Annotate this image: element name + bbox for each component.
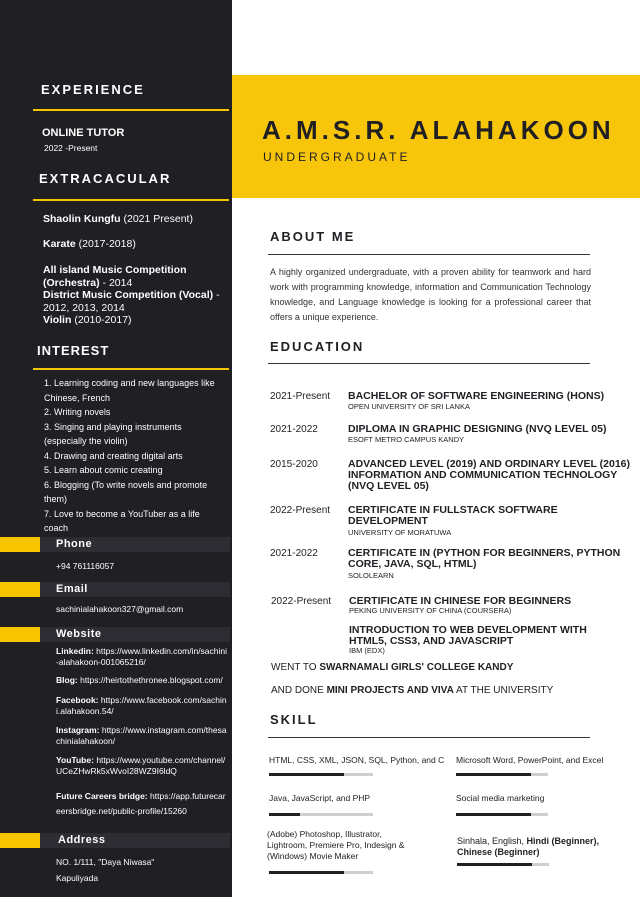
- about-title: ABOUT ME: [270, 229, 356, 244]
- divider: [268, 737, 590, 738]
- email-title: Email: [56, 583, 88, 595]
- edu-title: INTRODUCTION TO WEB DEVELOPMENT WITH HTML5, CSS3, AND JAVASCRIPT: [349, 624, 587, 647]
- edu-institution: ESOFT METRO CAMPUS KANDY: [348, 435, 465, 444]
- skill-bar-fill: [269, 773, 344, 776]
- interest-list: [44, 376, 226, 536]
- divider: [268, 254, 590, 255]
- link-facebook[interactable]: Facebook: https://www.facebook.com/sachini.alahakoon.54/: [56, 695, 227, 716]
- skill-name: Microsoft Word, PowerPoint, and Excel: [456, 755, 604, 765]
- skill-bar: [269, 813, 373, 816]
- interest-title: INTEREST: [37, 343, 110, 358]
- divider: [33, 199, 229, 201]
- skill-bar-fill: [457, 863, 532, 866]
- link-linkedin[interactable]: Linkedin: https://www.linkedin.com/in/sachini-alahakoon-001065216/: [56, 646, 228, 667]
- edu-date: 2021-Present: [270, 391, 331, 402]
- divider: [268, 363, 590, 364]
- header-banner: [232, 75, 640, 198]
- edu-institution: IBM (EDX): [349, 646, 385, 655]
- edu-title: ADVANCED LEVEL (2019) AND ORDINARY LEVEL (2016) INFORMATION AND COMMUNICATION TECHNOLOGY (NVQ LEVEL 05): [348, 458, 631, 492]
- interest-item: 1. Learning coding and new languages like Chinese, French: [44, 378, 215, 403]
- extra-item: All island Music Competition (Orchestra) - 2014: [43, 264, 187, 289]
- extra-item: Karate (2017-2018): [43, 238, 136, 250]
- edu-title: DIPLOMA IN GRAPHIC DESIGNING (NVQ LEVEL 05): [348, 423, 607, 435]
- address-line1: NO. 1/111, "Daya Niwasa": [56, 857, 155, 867]
- skill-bar: [456, 773, 548, 776]
- skill-name: HTML, CSS, XML, JSON, SQL, Python, and C: [269, 755, 445, 765]
- interest-item: 5. Learn about comic creating: [44, 465, 163, 475]
- full-name: A.M.S.R. ALAHAKOON: [262, 115, 615, 145]
- divider: [33, 109, 229, 111]
- edu-title: CERTIFICATE IN (PYTHON FOR BEGINNERS, PYTHON CORE, JAVA, SQL, HTML): [348, 547, 621, 570]
- accent-block: [0, 582, 40, 597]
- edu-institution: OPEN UNIVERSITY OF SRI LANKA: [348, 402, 470, 411]
- skill-bar-fill: [269, 871, 344, 874]
- phone-value: +94 761116057: [56, 561, 115, 571]
- edu-date: 2021-2022: [270, 424, 318, 435]
- job-period: 2022 -Present: [44, 143, 98, 153]
- interest-item: 7. Love to become a YouTuber as a life coach: [44, 508, 200, 533]
- projects-line: AND DONE MINI PROJECTS AND VIVA AT THE UNIVERSITY: [271, 685, 554, 696]
- edu-institution: SOLOLEARN: [348, 571, 394, 580]
- edu-date: 2015-2020: [270, 459, 318, 470]
- skill-title: SKILL: [270, 712, 318, 727]
- edu-institution: PEKING UNIVERSITY OF CHINA (COURSERA): [349, 606, 512, 615]
- skill-bar: [456, 813, 548, 816]
- skill-bar-fill: [456, 773, 531, 776]
- link-instagram[interactable]: Instagram: https://www.instagram.com/thesachinialahakoon/: [56, 725, 227, 746]
- phone-title: Phone: [56, 538, 93, 550]
- phone-header: [0, 537, 230, 552]
- email-header: [0, 582, 230, 597]
- skill-name: Java, JavaScript, and PHP: [269, 793, 371, 803]
- skill-bar: [457, 863, 549, 866]
- school-line: WENT TO SWARNAMALI GIRLS' COLLEGE KANDY: [271, 662, 514, 673]
- skill-bar-fill: [269, 813, 300, 816]
- interest-item: 2. Writing novels: [44, 407, 111, 417]
- address-header: [0, 833, 230, 848]
- skill-name: Social media marketing: [456, 793, 545, 803]
- accent-block: [0, 627, 40, 642]
- link-future-careers[interactable]: Future Careers bridge: https://app.futurecareersbridge.net/public-profile/15260: [56, 791, 226, 816]
- edu-title: BACHELOR OF SOFTWARE ENGINEERING (HONS): [348, 390, 605, 402]
- extra-item: Violin (2010-2017): [43, 314, 132, 326]
- experience-title: EXPERIENCE: [41, 82, 145, 97]
- edu-title: CERTIFICATE IN CHINESE FOR BEGINNERS: [349, 595, 572, 607]
- about-text: A highly organized undergraduate, with a proven ability for teamwork and hard work with programming knowledge, information and Communication Technology knowledge, and Language knowledge is looking for a professional career that offers a unique experience.: [270, 267, 591, 322]
- accent-block: [0, 537, 40, 552]
- interest-item: 3. Singing and playing instruments (especially the violin): [44, 421, 182, 446]
- edu-date: 2021-2022: [270, 548, 318, 559]
- skill-bar-fill: [456, 813, 531, 816]
- role-subtitle: UNDERGRADUATE: [263, 150, 411, 164]
- skill-bar: [269, 871, 373, 874]
- interest-item: 6. Blogging (To write novels and promote them): [44, 479, 208, 504]
- address-line2: Kapuliyada: [56, 873, 99, 883]
- interest-item: 4. Drawing and creating digital arts: [44, 450, 183, 461]
- link-youtube[interactable]: YouTube: https://www.youtube.com/channel/UCeZHwRk5xWvoI28WZ9I6ldQ: [56, 755, 226, 776]
- edu-date: 2022-Present: [270, 505, 331, 516]
- skill-name: Sinhala, English, Hindi (Beginner), Chinese (Beginner): [457, 836, 600, 857]
- edu-institution: UNIVERSITY OF MORATUWA: [348, 528, 452, 537]
- website-title: Website: [56, 628, 102, 640]
- sidebar: [0, 0, 232, 897]
- divider: [33, 368, 229, 370]
- skill-name: (Adobe) Photoshop, Illustrator, Lightroom, Premiere Pro, Indesign & (Windows) Movie Maker: [267, 829, 405, 861]
- skill-bar: [269, 773, 373, 776]
- extracurricular-title: EXTRACACULAR: [39, 171, 172, 186]
- email-value[interactable]: sachinialahakoon327@gmail.com: [56, 604, 184, 614]
- extra-item: District Music Competition (Vocal) - 2012, 2013, 2014: [43, 289, 220, 314]
- edu-title: CERTIFICATE IN FULLSTACK SOFTWARE DEVELOPMENT: [348, 504, 558, 527]
- edu-date: 2022-Present: [271, 596, 332, 607]
- website-header: [0, 627, 230, 642]
- accent-block: [0, 833, 40, 848]
- extra-item: Shaolin Kungfu (2021 Present): [43, 213, 193, 225]
- address-title: Address: [58, 834, 106, 846]
- link-blog[interactable]: Blog: https://heirtothethronee.blogspot.com/: [56, 675, 223, 685]
- job-title: ONLINE TUTOR: [42, 127, 125, 139]
- education-title: EDUCATION: [270, 339, 365, 354]
